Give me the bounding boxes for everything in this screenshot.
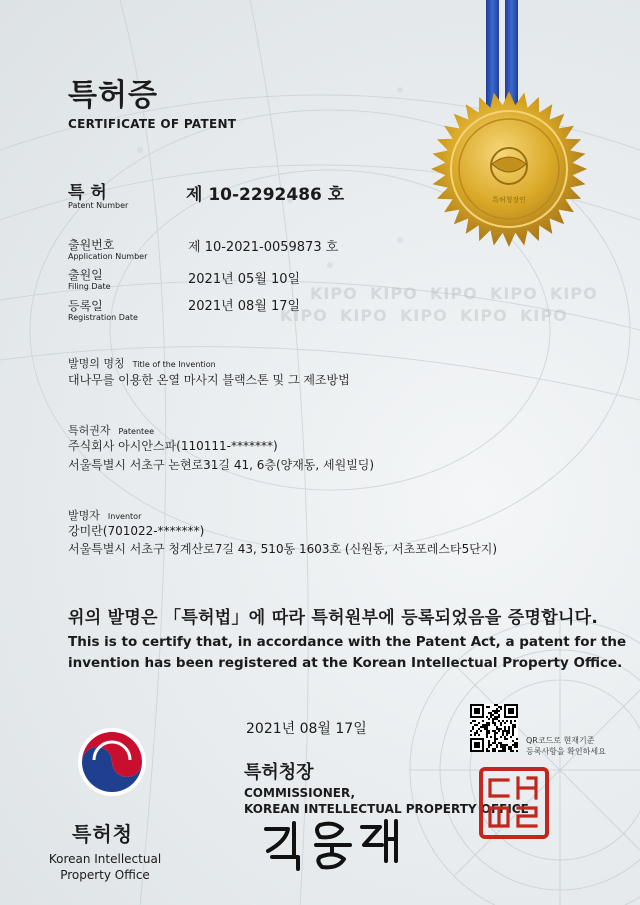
registration-date-label: 등록일 [68,299,103,313]
watermark-text: KIPO [310,284,358,303]
page-title: 특허증 [68,78,158,113]
qr-note-line2: 등록사항을 확인하세요 [526,747,606,756]
patentee-address: 서울특별시 서초구 논현로31길 41, 6층(양재동, 세원빌딩) [68,458,375,472]
watermark-text: KIPO [490,284,538,303]
patentee-name: 주식회사 아시안스파(110111-*******) [68,439,278,453]
watermark-text: KIPO [340,306,388,325]
commissioner-title-ko: 특허청장 [244,762,314,783]
watermark-text: KIPO [370,284,418,303]
application-number-label-en: Application Number [68,252,148,261]
gold-seal [430,90,588,248]
seal-text: 특허청장인 [492,196,526,204]
invention-title: 대나무를 이용한 온열 마사지 블랙스톤 및 그 제조방법 [68,373,350,387]
kipo-logo-icon [76,726,148,798]
patent-number-label: 특 허 [68,183,107,203]
issue-date: 2021년 08월 17일 [246,721,367,737]
certification-statement-ko: 위의 발명은 「특허법」에 따라 특허원부에 등록되었음을 증명합니다. [68,608,599,628]
certification-statement-en-1: This is to certify that, in accordance with the Patent Act, a patent for the [68,634,627,650]
patentee-label-ko: 특허권자 [68,424,111,437]
inventor-address: 서울특별시 서초구 청계산로7길 43, 510동 1603호 (신원동, 서초포레스타5단지) [68,542,498,556]
kipo-watermark [280,282,640,332]
watermark-text: KIPO [400,306,448,325]
kipo-name-en-1: Korean Intellectual [48,852,162,866]
watermark-text: KIPO [460,306,508,325]
watermark-text: KIPO [430,284,478,303]
inventor-label [68,504,141,523]
watermark-text: KIPO [280,306,328,325]
invention-label [68,352,216,371]
kipo-name-en-2: Property Office [60,868,150,882]
patent-number-label-en: Patent Number [68,201,129,210]
inventor-label-ko: 발명자 [68,509,100,522]
filing-date-label: 출원일 [68,268,103,282]
patent-number-value: 제 10-2292486 호 [186,185,345,205]
kipo-name-ko: 특허청 [72,822,133,846]
filing-date-value: 2021년 05월 10일 [188,272,301,287]
registration-date-value: 2021년 08월 17일 [188,299,301,314]
certification-statement-en-2: invention has been registered at the Korean Intellectual Property Office. [68,655,623,671]
page-subtitle: CERTIFICATE OF PATENT [68,117,237,131]
application-number-value: 제 10-2021-0059873 호 [188,240,339,255]
commissioner-title-en-2: KOREAN INTELLECTUAL PROPERTY OFFICE [244,802,529,816]
watermark-text: KIPO [550,284,598,303]
qr-note-line1: QR코드로 현재기준 [526,736,595,745]
inventor-label-en: Inventor [107,512,142,521]
qr-code-icon[interactable] [470,704,518,752]
patentee-label [68,419,154,438]
commissioner-signature [258,815,408,873]
filing-date-label-en: Filing Date [68,282,111,291]
invention-label-en: Title of the Invention [132,360,216,369]
registration-date-label-en: Registration Date [68,313,138,322]
inventor-name: 강미란(701022-*******) [68,524,205,538]
official-stamp [478,766,550,840]
invention-label-ko: 발명의 명칭 [68,357,125,370]
application-number-label: 출원번호 [68,238,115,252]
watermark-text: KIPO [520,306,568,325]
commissioner-title-en-1: COMMISSIONER, [244,786,356,800]
patentee-label-en: Patentee [118,427,154,436]
